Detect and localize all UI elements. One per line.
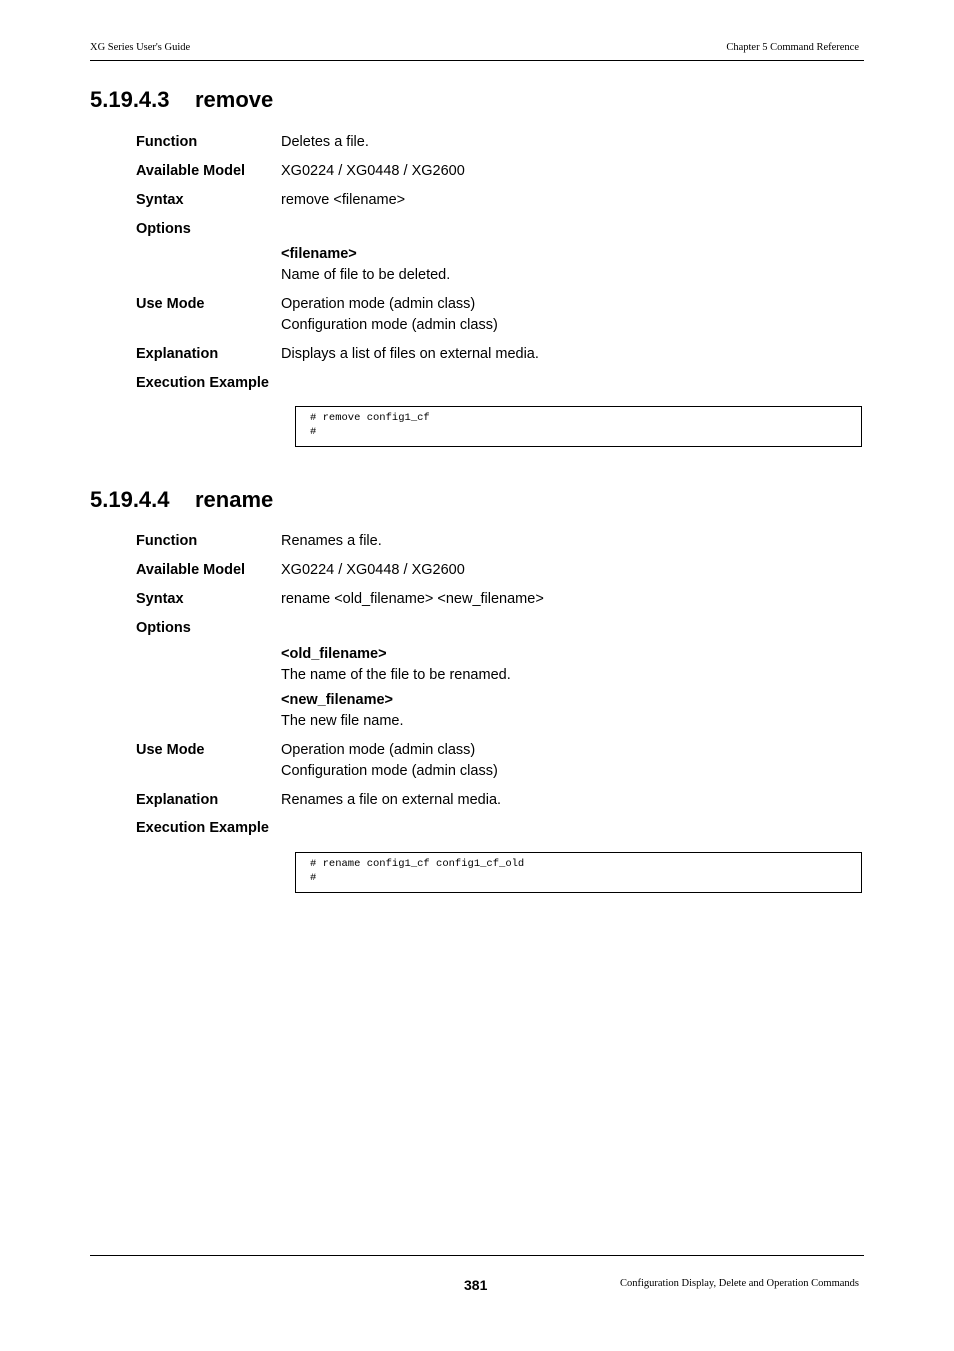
- footer-divider: [90, 1255, 864, 1256]
- footer-section-title: Configuration Display, Delete and Operation Commands: [619, 1278, 859, 1289]
- code-line: # rename config1_cf config1_cf_old: [310, 858, 525, 870]
- header-chapter-title: Chapter 5 Command Reference: [726, 42, 859, 53]
- example-label: Execution Example: [136, 820, 269, 836]
- model-label: Available Model: [136, 562, 246, 578]
- function-value: Renames a file.: [281, 533, 382, 549]
- page-number: 381: [464, 1277, 488, 1293]
- usemode-label: Use Mode: [136, 296, 205, 312]
- option-name: <new_filename>: [281, 692, 394, 708]
- page-header: [90, 42, 864, 61]
- section-number: 5.19.4.3: [90, 87, 170, 112]
- options-label: Options: [136, 221, 191, 237]
- function-label: Function: [136, 134, 198, 150]
- code-line: # remove config1_cf: [310, 412, 430, 424]
- syntax-label: Syntax: [136, 192, 184, 208]
- code-example-box: [295, 406, 862, 447]
- model-label: Available Model: [136, 163, 246, 179]
- function-label: Function: [136, 533, 198, 549]
- option-name: <filename>: [281, 246, 357, 262]
- code-example-box: [295, 852, 862, 893]
- function-value: Deletes a file.: [281, 134, 369, 150]
- section-title: [90, 85, 864, 115]
- options-label: Options: [136, 620, 191, 636]
- usemode-line: Configuration mode (admin class): [281, 317, 498, 333]
- usemode-line: Configuration mode (admin class): [281, 763, 498, 779]
- syntax-value: rename <old_filename> <new_filename>: [281, 591, 544, 607]
- option-description: The new file name.: [281, 713, 404, 729]
- section-title: [90, 485, 864, 515]
- option-description: The name of the file to be renamed.: [281, 667, 511, 683]
- usemode-label: Use Mode: [136, 742, 205, 758]
- syntax-value: remove <filename>: [281, 192, 406, 208]
- section-rename: [90, 485, 864, 884]
- syntax-label: Syntax: [136, 591, 184, 607]
- explanation-value: Renames a file on external media.: [281, 792, 502, 808]
- header-guide-title: XG Series User's Guide: [90, 42, 191, 53]
- option-name: <old_filename>: [281, 646, 387, 662]
- example-label: Execution Example: [136, 375, 269, 391]
- usemode-line: Operation mode (admin class): [281, 742, 476, 758]
- explanation-value: Displays a list of files on external media.: [281, 346, 539, 362]
- section-name: rename: [195, 487, 274, 512]
- usemode-line: Operation mode (admin class): [281, 296, 476, 312]
- model-value: XG0224 / XG0448 / XG2600: [281, 562, 465, 578]
- explanation-label: Explanation: [136, 346, 219, 362]
- section-number: 5.19.4.4: [90, 487, 170, 512]
- code-line: #: [310, 425, 317, 438]
- option-description: Name of file to be deleted.: [281, 267, 451, 283]
- code-line: #: [310, 871, 317, 884]
- model-value: XG0224 / XG0448 / XG2600: [281, 163, 465, 179]
- section-name: remove: [195, 87, 274, 112]
- explanation-label: Explanation: [136, 792, 219, 808]
- section-remove: [90, 85, 864, 438]
